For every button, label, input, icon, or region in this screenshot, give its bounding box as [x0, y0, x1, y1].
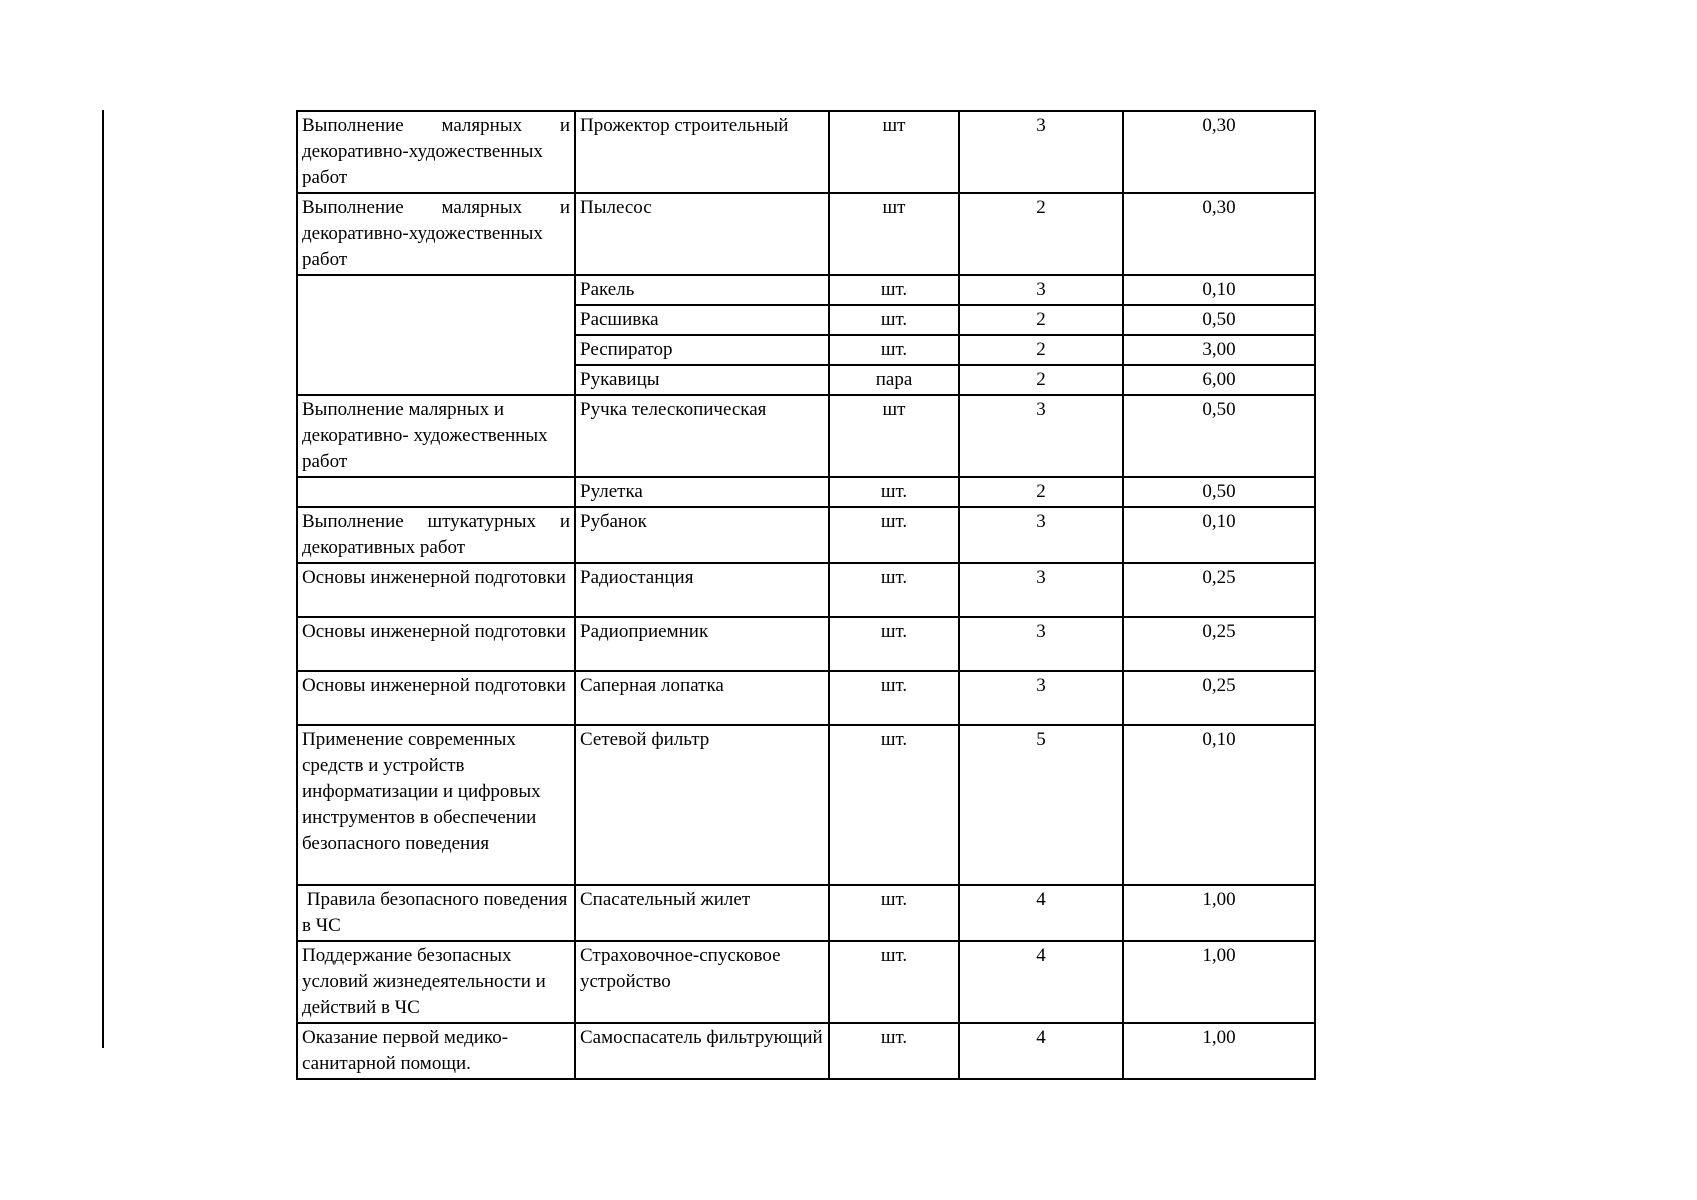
table-row	[297, 275, 1315, 305]
unit-cell: шт	[829, 111, 959, 193]
qty-cell: 3	[959, 671, 1123, 725]
unit-cell: шт.	[829, 885, 959, 941]
table-row	[297, 671, 1315, 725]
topic-cell: Основы инженерной подготовки	[297, 671, 575, 725]
table-row	[297, 941, 1315, 1023]
topic-cell	[297, 477, 575, 507]
left-margin-line	[102, 110, 104, 1048]
topic-cell: Поддержание безопасных условий жизнедеятельности и действий в ЧС	[297, 941, 575, 1023]
unit-cell: шт.	[829, 335, 959, 365]
item-cell: Саперная лопатка	[575, 671, 829, 725]
qty-cell: 3	[959, 275, 1123, 305]
value-cell: 3,00	[1123, 335, 1315, 365]
unit-cell: шт.	[829, 617, 959, 671]
qty-cell: 2	[959, 477, 1123, 507]
equipment-table	[296, 110, 1316, 1080]
qty-cell: 2	[959, 305, 1123, 335]
qty-cell: 4	[959, 885, 1123, 941]
item-cell: Прожектор строительный	[575, 111, 829, 193]
unit-cell: шт.	[829, 725, 959, 885]
unit-cell: шт.	[829, 1023, 959, 1079]
item-cell: Радиостанция	[575, 563, 829, 617]
qty-cell: 3	[959, 395, 1123, 477]
value-cell: 6,00	[1123, 365, 1315, 395]
topic-cell: Основы инженерной подготовки	[297, 563, 575, 617]
topic-cell: Выполнение малярных и декоративно-художественных работ	[297, 111, 575, 193]
table-row	[297, 193, 1315, 275]
table-row	[297, 725, 1315, 885]
topic-cell: Применение современных средств и устройств информатизации и цифровых инструментов в обеспечении безопасного поведения	[297, 725, 575, 885]
value-cell: 0,25	[1123, 563, 1315, 617]
value-cell: 1,00	[1123, 941, 1315, 1023]
unit-cell: шт.	[829, 507, 959, 563]
item-cell: Страховочное-спусковое устройство	[575, 941, 829, 1023]
unit-cell: пара	[829, 365, 959, 395]
table-row	[297, 507, 1315, 563]
value-cell: 1,00	[1123, 885, 1315, 941]
value-cell: 0,25	[1123, 671, 1315, 725]
qty-cell: 3	[959, 563, 1123, 617]
unit-cell: шт.	[829, 275, 959, 305]
value-cell: 0,50	[1123, 395, 1315, 477]
value-cell: 0,10	[1123, 275, 1315, 305]
item-cell: Пылесос	[575, 193, 829, 275]
table-row	[297, 111, 1315, 193]
unit-cell: шт.	[829, 477, 959, 507]
item-cell: Ручка телескопическая	[575, 395, 829, 477]
item-cell: Респиратор	[575, 335, 829, 365]
table-row	[297, 885, 1315, 941]
unit-cell: шт.	[829, 305, 959, 335]
unit-cell: шт.	[829, 671, 959, 725]
qty-cell: 4	[959, 1023, 1123, 1079]
topic-cell: Выполнение малярных и декоративно- художественных работ	[297, 395, 575, 477]
item-cell: Сетевой фильтр	[575, 725, 829, 885]
value-cell: 0,50	[1123, 477, 1315, 507]
topic-cell: Оказание первой медико-санитарной помощи.	[297, 1023, 575, 1079]
value-cell: 0,10	[1123, 725, 1315, 885]
value-cell: 0,25	[1123, 617, 1315, 671]
item-cell: Самоспасатель фильтрующий	[575, 1023, 829, 1079]
table-row	[297, 1023, 1315, 1079]
table-row	[297, 477, 1315, 507]
item-cell: Расшивка	[575, 305, 829, 335]
qty-cell: 2	[959, 365, 1123, 395]
table-row	[297, 395, 1315, 477]
qty-cell: 2	[959, 193, 1123, 275]
value-cell: 1,00	[1123, 1023, 1315, 1079]
item-cell: Радиоприемник	[575, 617, 829, 671]
value-cell: 0,30	[1123, 111, 1315, 193]
item-cell: Ракель	[575, 275, 829, 305]
table-row	[297, 563, 1315, 617]
qty-cell: 3	[959, 507, 1123, 563]
unit-cell: шт.	[829, 563, 959, 617]
qty-cell: 4	[959, 941, 1123, 1023]
qty-cell: 3	[959, 111, 1123, 193]
topic-cell: Выполнение штукатурных и декоративных работ	[297, 507, 575, 563]
qty-cell: 3	[959, 617, 1123, 671]
item-cell: Рубанок	[575, 507, 829, 563]
item-cell: Спасательный жилет	[575, 885, 829, 941]
topic-cell: Выполнение малярных и декоративно-художественных работ	[297, 193, 575, 275]
qty-cell: 5	[959, 725, 1123, 885]
unit-cell: шт	[829, 395, 959, 477]
unit-cell: шт	[829, 193, 959, 275]
topic-cell: Правила безопасного поведения в ЧС	[297, 885, 575, 941]
item-cell: Рукавицы	[575, 365, 829, 395]
table-row	[297, 617, 1315, 671]
topic-cell: Основы инженерной подготовки	[297, 617, 575, 671]
unit-cell: шт.	[829, 941, 959, 1023]
value-cell: 0,50	[1123, 305, 1315, 335]
value-cell: 0,30	[1123, 193, 1315, 275]
item-cell: Рулетка	[575, 477, 829, 507]
qty-cell: 2	[959, 335, 1123, 365]
topic-cell	[297, 275, 575, 395]
value-cell: 0,10	[1123, 507, 1315, 563]
